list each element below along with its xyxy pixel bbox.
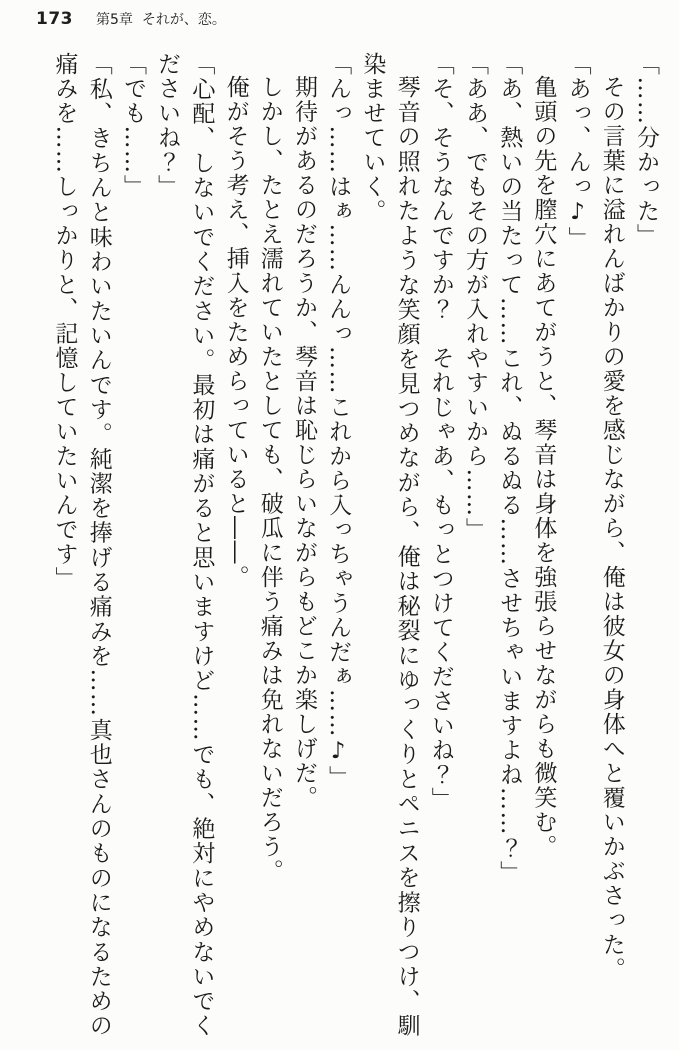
paragraph: 「私、きちんと味わいたいんです。純潔を捧げる痛みを……真也さんのものになるための痛みを……しっかりと、記憶していたいんです」: [51, 52, 112, 1038]
paragraph: 「心配、しないでください。最初は痛がると思いますけど……でも、絶対にやめないでくださいね？」: [154, 52, 215, 1038]
paragraph: 「そ、そうなんですか？ それじゃあ、もっとつけてくださいね？」: [427, 52, 454, 812]
paragraph: 亀頭の先を膣穴にあてがうと、琴音は身体を強張らせながらも微笑む。: [530, 75, 557, 859]
paragraph: 「でも……」: [119, 52, 146, 199]
paragraph: 「あ、熱いの当たって……これ、ぬるぬる……させちゃいますよね……？」: [496, 52, 523, 885]
paragraph: 「ああ、でもその方が入れやすいから……」: [461, 52, 488, 542]
paragraph: 期待があるのだろうか、琴音は恥じらいながらもどこか楽しげだ。: [290, 75, 317, 810]
chapter-number: 第5章: [96, 12, 133, 28]
paragraph: 「……分かった」: [633, 52, 659, 248]
chapter-title: それが、恋。: [141, 12, 226, 28]
page-number: 173: [36, 9, 73, 29]
paragraph: 琴音の照れたような笑顔を見つめながら、俺は秘裂にゆっくりとペニスを擦りつけ、馴染ませていく。: [359, 52, 420, 1039]
paragraph: しかし、たとえ濡れていたとしても、破瓜に伴う痛みは免れないだろう。: [256, 75, 283, 884]
paragraph: 俺がそう考え、挿入をためらっていると――。: [222, 75, 249, 590]
paragraph: 「あっ、んっ♪」: [564, 52, 591, 251]
paragraph: 「んっ……はぁ……んんっ……これから入っちゃうんだぁ……♪」: [325, 52, 352, 790]
paragraph: その言葉に溢れんばかりの愛を感じながら、俺は彼女の身体へと覆いかぶさった。: [598, 75, 625, 982]
page-header: [36, 9, 226, 29]
body-text: [47, 52, 663, 1038]
